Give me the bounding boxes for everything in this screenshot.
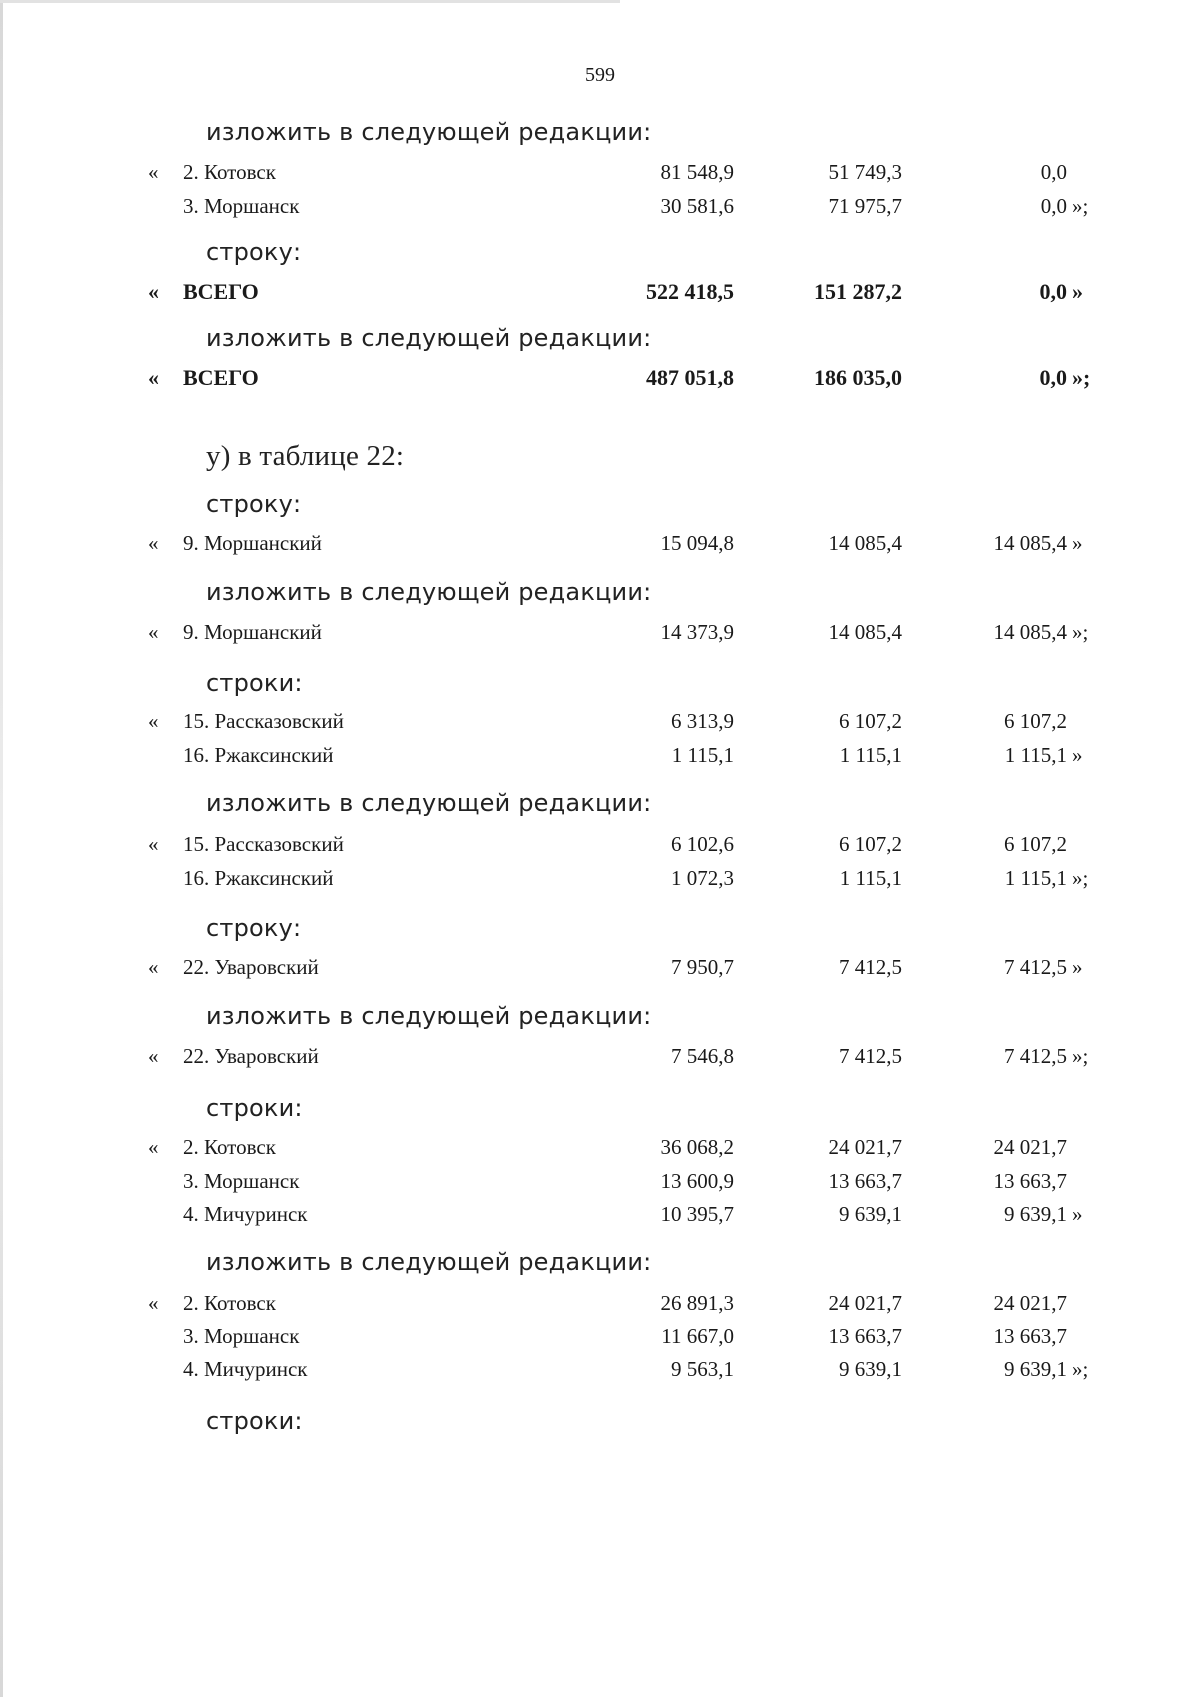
value-col-1: 6 313,9 <box>671 709 734 733</box>
value-col-1: 14 373,9 <box>660 620 734 644</box>
row-label: 2. Котовск <box>183 1291 276 1315</box>
value-col-1: 30 581,6 <box>660 194 734 218</box>
row-label: 3. Моршанск <box>183 1324 300 1348</box>
value-col-2: 9 639,1 <box>839 1357 902 1381</box>
row-label: ВСЕГО <box>183 365 259 390</box>
value-col-2: 6 107,2 <box>839 832 902 856</box>
instruction-heading: строки: <box>206 1094 303 1122</box>
closing-quote: »; <box>1072 620 1089 644</box>
row-label: 3. Моршанск <box>183 194 300 218</box>
table-row <box>0 1202 1200 1232</box>
opening-quote: « <box>148 365 159 390</box>
row-label: 22. Уваровский <box>183 955 319 979</box>
instruction-heading: изложить в следующей редакции: <box>206 1002 652 1030</box>
value-col-2: 7 412,5 <box>839 1044 902 1068</box>
opening-quote: « <box>148 1044 159 1068</box>
row-label: 22. Уваровский <box>183 1044 319 1068</box>
table-row <box>0 832 1200 862</box>
value-col-1: 11 667,0 <box>661 1324 734 1348</box>
closing-quote: » <box>1072 531 1083 555</box>
value-col-3: 24 021,7 <box>993 1291 1067 1315</box>
value-col-3: 6 107,2 <box>1004 832 1067 856</box>
value-col-1: 1 072,3 <box>671 866 734 890</box>
value-col-1: 7 546,8 <box>671 1044 734 1068</box>
value-col-1: 487 051,8 <box>646 365 734 390</box>
table-row <box>0 531 1200 561</box>
table-row <box>0 160 1200 190</box>
value-col-2: 1 115,1 <box>839 866 902 890</box>
table-row <box>0 866 1200 896</box>
value-col-2: 7 412,5 <box>839 955 902 979</box>
closing-quote: »; <box>1072 194 1089 218</box>
table-row <box>0 1044 1200 1074</box>
value-col-1: 10 395,7 <box>660 1202 734 1226</box>
value-col-2: 14 085,4 <box>828 531 902 555</box>
row-label: 3. Моршанск <box>183 1169 300 1193</box>
table-row <box>0 1169 1200 1199</box>
row-label: 15. Рассказовский <box>183 709 344 733</box>
instruction-heading: строки: <box>206 669 303 697</box>
value-col-2: 1 115,1 <box>839 743 902 767</box>
value-col-3: 24 021,7 <box>993 1135 1067 1159</box>
value-col-1: 7 950,7 <box>671 955 734 979</box>
value-col-3: 13 663,7 <box>993 1169 1067 1193</box>
instruction-heading: строку: <box>206 238 302 266</box>
table-row <box>0 620 1200 650</box>
section-heading: у) в таблице 22: <box>206 440 405 472</box>
value-col-3: 9 639,1 <box>1004 1202 1067 1226</box>
instruction-heading: строку: <box>206 490 302 518</box>
value-col-2: 51 749,3 <box>828 160 902 184</box>
table-row <box>0 1291 1200 1321</box>
value-col-2: 14 085,4 <box>828 620 902 644</box>
closing-quote: » <box>1072 743 1083 767</box>
instruction-heading: строки: <box>206 1407 303 1435</box>
value-col-1: 6 102,6 <box>671 832 734 856</box>
value-col-3: 9 639,1 <box>1004 1357 1067 1381</box>
value-col-2: 186 035,0 <box>814 365 902 390</box>
value-col-1: 36 068,2 <box>660 1135 734 1159</box>
value-col-3: 0,0 <box>1040 160 1067 184</box>
value-col-2: 24 021,7 <box>828 1135 902 1159</box>
row-label: 9. Моршанский <box>183 620 322 644</box>
instruction-heading: изложить в следующей редакции: <box>206 118 652 146</box>
value-col-2: 24 021,7 <box>828 1291 902 1315</box>
value-col-2: 9 639,1 <box>839 1202 902 1226</box>
closing-quote: »; <box>1072 1357 1089 1381</box>
instruction-heading: строку: <box>206 914 302 942</box>
instruction-heading: изложить в следующей редакции: <box>206 789 652 817</box>
table-row <box>0 1324 1200 1354</box>
value-col-1: 522 418,5 <box>646 279 734 304</box>
opening-quote: « <box>148 531 159 555</box>
value-col-3: 13 663,7 <box>993 1324 1067 1348</box>
opening-quote: « <box>148 279 159 304</box>
value-col-3: 1 115,1 <box>1004 743 1067 767</box>
row-label: ВСЕГО <box>183 279 259 304</box>
value-col-1: 1 115,1 <box>671 743 734 767</box>
total-row <box>0 279 1200 309</box>
value-col-2: 151 287,2 <box>814 279 902 304</box>
row-label: 4. Мичуринск <box>183 1357 308 1381</box>
value-col-3: 1 115,1 <box>1004 866 1067 890</box>
row-label: 16. Ржаксинский <box>183 743 334 767</box>
closing-quote: »; <box>1072 866 1089 890</box>
value-col-2: 71 975,7 <box>828 194 902 218</box>
closing-quote: »; <box>1072 1044 1089 1068</box>
row-label: 4. Мичуринск <box>183 1202 308 1226</box>
value-col-3: 7 412,5 <box>1004 1044 1067 1068</box>
page-number: 599 <box>585 64 615 86</box>
opening-quote: « <box>148 709 159 733</box>
opening-quote: « <box>148 1135 159 1159</box>
opening-quote: « <box>148 160 159 184</box>
value-col-3: 7 412,5 <box>1004 955 1067 979</box>
row-label: 9. Моршанский <box>183 531 322 555</box>
value-col-1: 81 548,9 <box>660 160 734 184</box>
value-col-1: 15 094,8 <box>660 531 734 555</box>
value-col-1: 13 600,9 <box>660 1169 734 1193</box>
total-row <box>0 365 1200 395</box>
value-col-2: 6 107,2 <box>839 709 902 733</box>
instruction-heading: изложить в следующей редакции: <box>206 578 652 606</box>
scan-top-edge <box>0 0 620 3</box>
closing-quote: »; <box>1072 365 1091 390</box>
opening-quote: « <box>148 832 159 856</box>
row-label: 15. Рассказовский <box>183 832 344 856</box>
table-row <box>0 1357 1200 1387</box>
value-col-3: 14 085,4 <box>993 531 1067 555</box>
closing-quote: » <box>1072 1202 1083 1226</box>
row-label: 16. Ржаксинский <box>183 866 334 890</box>
closing-quote: » <box>1072 955 1083 979</box>
value-col-1: 9 563,1 <box>671 1357 734 1381</box>
value-col-3: 0,0 <box>1039 365 1067 390</box>
value-col-3: 0,0 <box>1040 194 1067 218</box>
opening-quote: « <box>148 955 159 979</box>
value-col-1: 26 891,3 <box>660 1291 734 1315</box>
closing-quote: » <box>1072 279 1083 304</box>
instruction-heading: изложить в следующей редакции: <box>206 324 652 352</box>
value-col-3: 14 085,4 <box>993 620 1067 644</box>
value-col-2: 13 663,7 <box>828 1324 902 1348</box>
opening-quote: « <box>148 620 159 644</box>
table-row <box>0 194 1200 224</box>
instruction-heading: изложить в следующей редакции: <box>206 1248 652 1276</box>
value-col-2: 13 663,7 <box>828 1169 902 1193</box>
value-col-3: 0,0 <box>1039 279 1067 304</box>
table-row <box>0 955 1200 985</box>
table-row <box>0 709 1200 739</box>
row-label: 2. Котовск <box>183 160 276 184</box>
opening-quote: « <box>148 1291 159 1315</box>
table-row <box>0 743 1200 773</box>
value-col-3: 6 107,2 <box>1004 709 1067 733</box>
table-row <box>0 1135 1200 1165</box>
row-label: 2. Котовск <box>183 1135 276 1159</box>
